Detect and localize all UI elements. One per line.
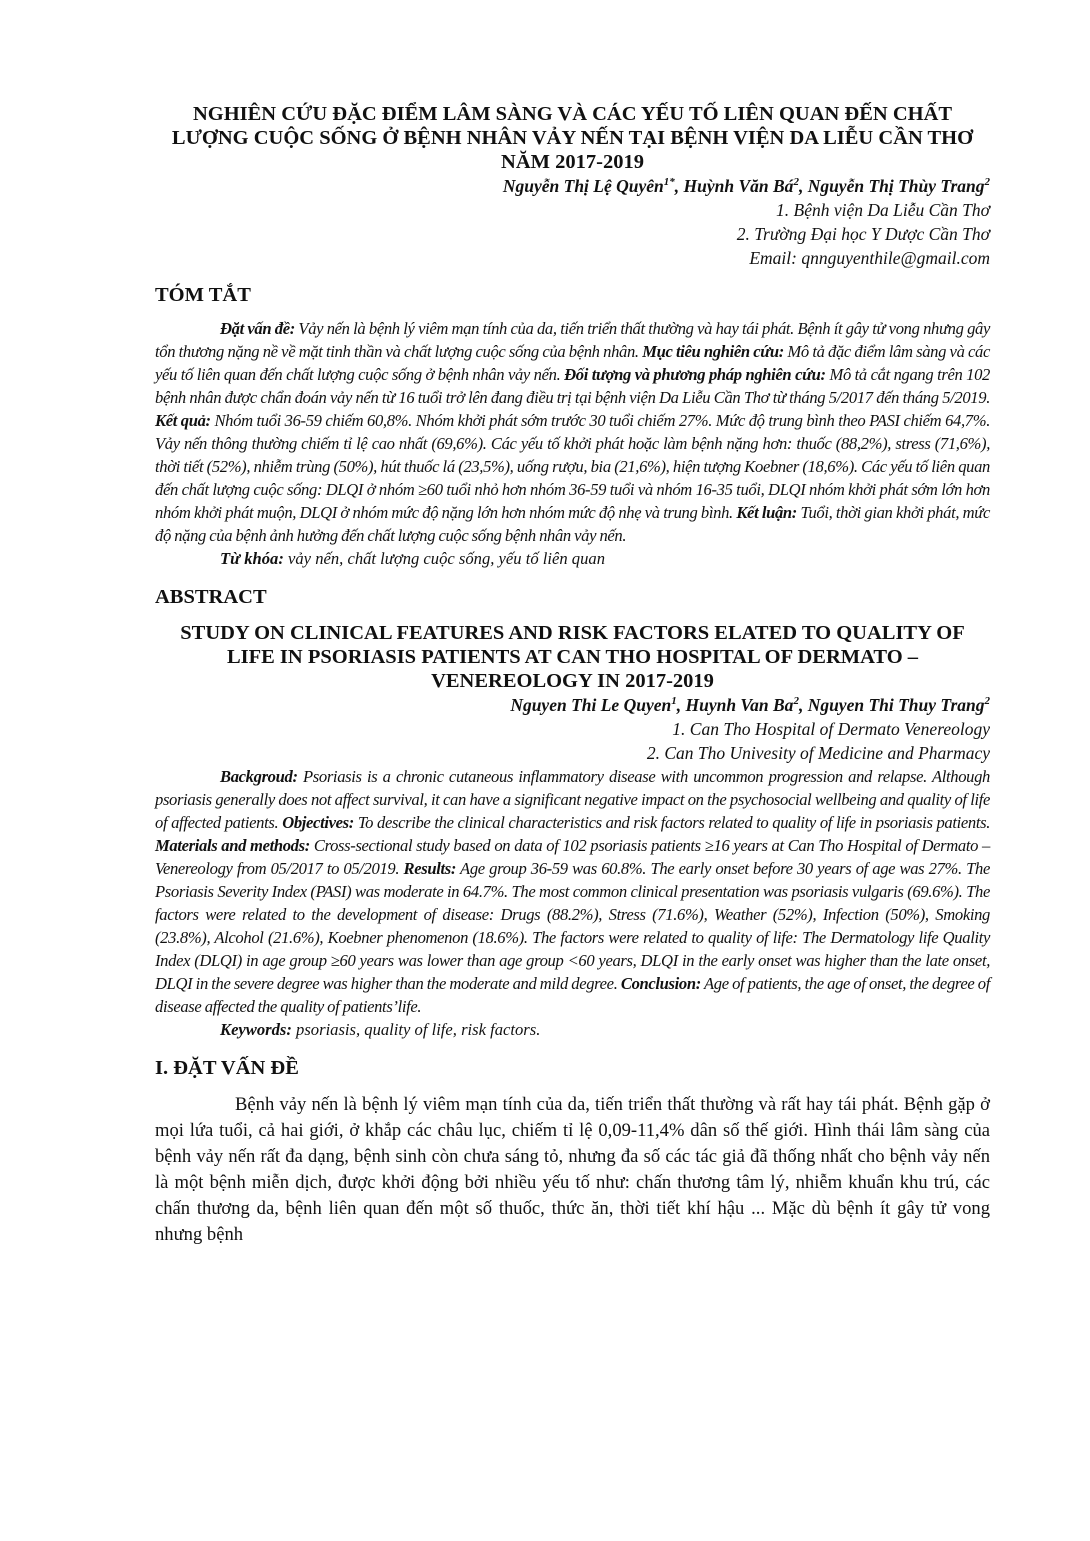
email: Email: qnnguyenthile@gmail.com	[749, 248, 990, 268]
author: Nguyễn Thị Lệ Quyên	[502, 176, 664, 196]
affiliation: 1. Bệnh viện Da Liễu Cần Thơ	[776, 200, 990, 220]
abstract-label: Đặt vấn đề:	[220, 319, 295, 338]
keywords-text: psoriasis, quality of life, risk factors.	[291, 1020, 541, 1039]
vi-title: NGHIÊN CỨU ĐẶC ĐIỂM LÂM SÀNG VÀ CÁC YẾU TỐ LIÊN QUAN ĐẾN CHẤT LƯỢNG CUỘC SỐNG Ở BỆNH NHÂN VẢY NẾN TẠI BỆNH VIỆN DA LIỄU CẦN THƠ NĂM 2017-2019	[171, 103, 974, 173]
abstract-label: Results:	[403, 859, 457, 878]
affiliation: 2. Can Tho Univesity of Medicine and Pharmacy	[646, 743, 990, 763]
author-sup: 1*	[663, 176, 675, 189]
author: Nguyen Thi Le Quyen	[510, 695, 672, 715]
abstract-text: Tuổi, thời gian khởi phát, mức độ nặng của bệnh ảnh hưởng đến chất lượng cuộc sống bệnh nhân vảy nến.	[155, 503, 990, 545]
author-sup: 2	[793, 176, 799, 189]
abstract-text: Nhóm tuổi 36-59 chiếm 60,8%. Nhóm khởi phát sớm trước 30 tuổi chiếm 27%. Mức độ trung bình theo PASI chiếm 64,7%. Vảy nến thông thường chiếm tỉ lệ cao nhất (69,6%). Các yếu tố khởi phát hoặc làm bệnh nặng hơn: thuốc (88,2%), stress (71,6%), thời tiết (52%), nhiễm trùng (50%), hút thuốc lá (23,5%), uống rượu, bia (21,6%), hiện tượng Koebner (18,6%). Các yếu tố liên quan đến chất lượng cuộc sống: DLQI ở nhóm ≥60 tuổi nhỏ hơn nhóm 36-59 tuổi và nhóm 16-35 tuổi, DLQI nhóm khởi phát sớm lớn hơn nhóm khởi phát muộn, DLQI ở nhóm mức độ nặng lớn hơn nhóm mức độ nhẹ và trung bình.	[155, 411, 990, 522]
author: Nguyễn Thị Thùy Trang	[807, 176, 985, 196]
abstract-text: To describe the clinical characteristics and risk factors related to quality of life in psoriasis patients.	[353, 813, 990, 832]
abstract-text: Mô tả đặc điểm lâm sàng và các yếu tố liên quan đến chất lượng cuộc sống ở bệnh nhân vảy nến.	[155, 342, 990, 384]
author-sup: 2	[984, 176, 990, 189]
abstract-label: Mục tiêu nghiên cứu:	[642, 342, 784, 361]
keywords-label: Từ khóa:	[220, 549, 284, 568]
author: Huynh Van Ba	[685, 695, 794, 715]
section-heading: I. ĐẶT VẤN ĐỀ	[155, 1057, 299, 1079]
vi-abstract	[155, 317, 990, 547]
en-abstract-heading: ABSTRACT	[155, 586, 267, 608]
keywords-text: vảy nến, chất lượng cuộc sống, yếu tố liên quan	[283, 549, 605, 568]
keywords-label: Keywords:	[220, 1020, 292, 1039]
author-sup: 2	[984, 695, 990, 708]
abstract-label: Conclusion:	[620, 974, 701, 993]
author: Nguyen Thi Thuy Trang	[807, 695, 985, 715]
abstract-label: Đối tượng và phương pháp nghiên cứu:	[564, 365, 826, 384]
abstract-label: Kết quả:	[155, 411, 211, 430]
author: Huỳnh Văn Bá	[683, 176, 794, 196]
vi-abstract-heading: TÓM TẮT	[155, 284, 251, 306]
abstract-label: Materials and methods:	[155, 836, 310, 855]
abstract-label: Objectives:	[282, 813, 354, 832]
abstract-text: Cross-sectional study based on data of 102 psoriasis patients ≥16 years at Can Tho Hospital of Dermato – Venereology from 05/2017 to 05/2019.	[155, 836, 990, 878]
en-title: STUDY ON CLINICAL FEATURES AND RISK FACTORS ELATED TO QUALITY OF LIFE IN PSORIASIS PATIENTS AT CAN THO HOSPITAL OF DERMATO –VENEREOLOGY IN 2017-2019	[180, 622, 965, 692]
abstract-text: Age of patients, the age of onset, the degree of disease affected the quality of patients’life.	[155, 974, 990, 1016]
author-sup: 2	[793, 695, 799, 708]
abstract-label: Kết luận:	[736, 503, 797, 522]
abstract-text: Psoriasis is a chronic cutaneous inflammatory disease with uncommon progression and relapse. Although psoriasis generally does not affect survival, it can have a significant negative impact on the psychosocial wellbeing and quality of life of affected patients.	[155, 767, 990, 832]
en-keywords	[155, 1018, 990, 1041]
abstract-text: Vảy nến là bệnh lý viêm mạn tính của da, tiến triển thất thường và hay tái phát. Bệnh ít gây tử vong nhưng gây tổn thương nặng nề về mặt tinh thần và chất lượng cuộc sống của bệnh nhân.	[155, 319, 990, 361]
en-abstract	[155, 765, 990, 1018]
affiliation: 1. Can Tho Hospital of Dermato Venereology	[672, 719, 990, 739]
affiliation: 2. Trường Đại học Y Dược Cần Thơ	[736, 224, 990, 244]
abstract-text: Mô tả cắt ngang trên 102 bệnh nhân được chẩn đoán vảy nến từ 16 tuổi trở lên đang điều trị tại bệnh viện Da Liễu Cần Thơ từ tháng 5/2017 đến tháng 5/2019.	[155, 365, 991, 407]
author-sup: 1	[671, 695, 677, 708]
paper-page	[155, 102, 990, 1248]
abstract-text: Age group 36-59 was 60.8%. The early onset before 30 years of age was 27%. The Psoriasis Severity Index (PASI) was moderate in 64.7%. The most common clinical presentation was psoriasis vulgaris (69.6%). The factors were related to the development of disease: Drugs (88.2%), Stress (71.6%), Weather (52%), Infection (50%), Smoking (23.8%), Alcohol (21.6%), Koebner phenomenon (18.6%). The factors were related to quality of life: The Dermatology life Quality Index (DLQI) in age group ≥60 years was lower than age group <60 years, DLQI in the early onset was higher than the late onset, DLQI in the severe degree was higher than the moderate and mild degree.	[155, 859, 990, 993]
abstract-label: Backgroud:	[220, 767, 298, 786]
vi-keywords	[155, 547, 990, 570]
en-authors: Nguyen Thi Le Quyen$^1$, Huynh Van Ba$^2$, Nguyen Thi Thuy Trang$^2$	[510, 695, 990, 715]
section-body: Bệnh vảy nến là bệnh lý viêm mạn tính của da, tiến triển thất thường và rất hay tái phát. Bệnh gặp ở mọi lứa tuổi, cả hai giới, ở khắp các châu lục, chiếm tỉ lệ 0,09-11,4% dân số thế giới. Hình thái lâm sàng của bệnh vảy nến rất đa dạng, bệnh sinh còn chưa sáng tỏ, nhưng đa số các tác giả đã thống nhất cho bệnh vảy nến là một bệnh miễn dịch, được khởi động bởi nhiều yếu tố như: chấn thương tâm lý, nhiễm khuẩn khu trú, các chấn thương da, bệnh liên quan đến một số thuốc, thức ăn, thời tiết khí hậu ... Mặc dù bệnh ít gây tử vong nhưng bệnh	[155, 1094, 990, 1245]
vi-authors: Nguyễn Thị Lệ Quyên$^{1*}$, Huỳnh Văn $Bá^2$, Nguyễn Thị Thùy Trang$^2$	[502, 176, 990, 196]
